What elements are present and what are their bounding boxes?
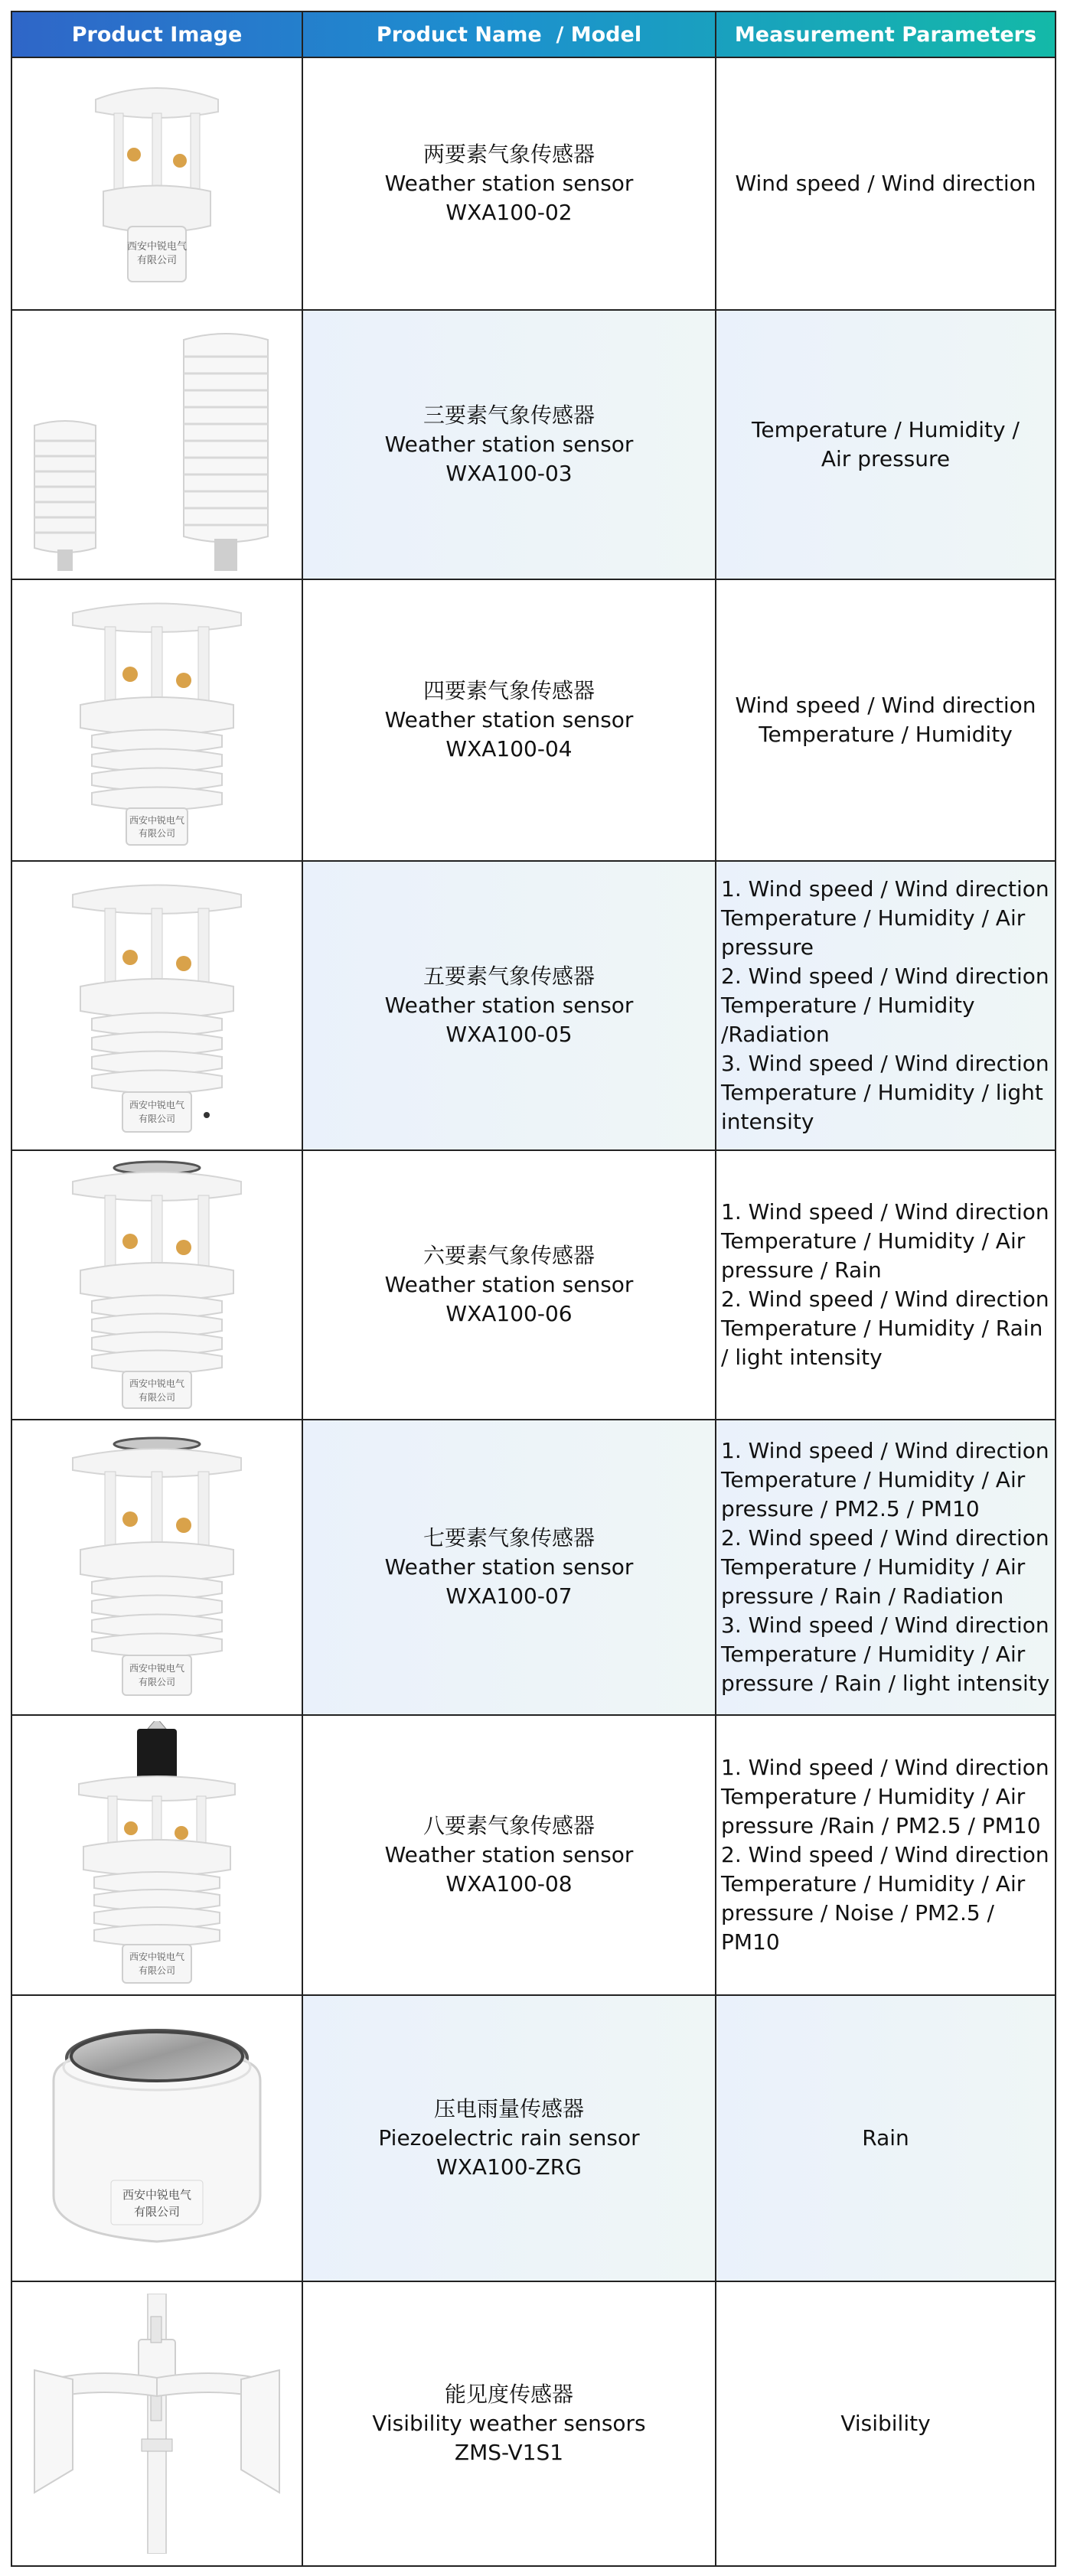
device-label-line2: 有限公司: [136, 255, 178, 266]
measurement-params-text: Wind speed / Wind direction: [735, 171, 1036, 196]
measurement-params-cell: [716, 2282, 1055, 2565]
product-name-en: Weather station sensor: [384, 432, 634, 457]
measurement-params-text: Visibility: [840, 2411, 931, 2436]
device-label-line2: 有限公司: [138, 1677, 176, 1687]
product-model: ZMS-V1S1: [454, 2440, 564, 2465]
visibility-sensor-image: [12, 2282, 303, 2565]
measurement-params-cell: [716, 311, 1055, 579]
header-product-name-model: Product Name / Model: [303, 12, 716, 57]
table-row: [12, 1716, 1055, 1996]
measurement-params-cell: [716, 580, 1055, 860]
product-name-en: Weather station sensor: [384, 707, 634, 732]
product-name-cell: [303, 311, 716, 579]
measurement-params-cell: [716, 1151, 1055, 1419]
product-name-en: Weather station sensor: [384, 1272, 634, 1297]
product-name-zh: 三要素气象传感器: [423, 403, 595, 428]
table-row: [12, 862, 1055, 1151]
product-name-zh: 七要素气象传感器: [423, 1525, 595, 1550]
product-name-zh: 五要素气象传感器: [423, 964, 595, 989]
eight-element-sensor-image: [12, 1716, 303, 1994]
product-name-cell: [303, 1420, 716, 1714]
product-name-zh: 能见度传感器: [444, 2382, 573, 2407]
table-row: [12, 1996, 1055, 2282]
two-element-sensor-image: [12, 58, 303, 309]
four-element-sensor-image: [12, 580, 303, 860]
product-name-en: Weather station sensor: [384, 1554, 634, 1580]
measurement-params-cell: [716, 1716, 1055, 1994]
three-element-sensor-image: [12, 311, 303, 579]
measurement-params-text: 1. Wind speed / Wind direction Temperature / Humidity / Air pressure / PM2.5 / PM10 2. Wind speed / Wind direction Temperature / Humidity / Air pressure / Rain / Radiation 3. Wind speed / Wind direction Temperature / Humidity / Air pressure / Rain / light intensity: [721, 1438, 1050, 1696]
device-label-line2: 有限公司: [138, 1114, 176, 1124]
measurement-params-text: Wind speed / Wind direction Temperature / Humidity: [735, 693, 1036, 747]
measurement-params-text: Rain: [862, 2125, 909, 2150]
product-model: WXA100-03: [445, 461, 573, 486]
product-name-en: Weather station sensor: [384, 1842, 634, 1867]
table-row: [12, 1151, 1055, 1420]
five-element-sensor-image: [12, 862, 303, 1149]
measurement-params-text: 1. Wind speed / Wind direction Temperature / Humidity / Air pressure / Rain 2. Wind speed / Wind direction Temperature / Humidity / Rain / light intensity: [721, 1199, 1049, 1370]
device-label-line1: 西安中锐电气: [129, 815, 185, 826]
product-name-zh: 六要素气象传感器: [423, 1243, 595, 1268]
six-element-sensor-image: [12, 1151, 303, 1419]
device-label-line1: 西安中锐电气: [129, 1100, 185, 1110]
product-model: WXA100-ZRG: [436, 2154, 582, 2180]
device-label-line1: 西安中锐电气: [129, 1952, 185, 1962]
product-model: WXA100-05: [445, 1022, 573, 1047]
measurement-params-cell: [716, 58, 1055, 309]
product-model: WXA100-07: [445, 1583, 573, 1609]
device-label-line2: 有限公司: [138, 1965, 176, 1976]
header-measurement-parameters: Measurement Parameters: [734, 22, 1037, 47]
product-name-en: Piezoelectric rain sensor: [378, 2125, 640, 2150]
device-label-line2: 有限公司: [138, 828, 176, 839]
header-product-image: Product Image: [12, 12, 303, 57]
device-label-line2: 有限公司: [138, 1392, 176, 1403]
product-name-cell: [303, 58, 716, 309]
device-label-line2: 有限公司: [133, 2205, 181, 2219]
piezoelectric-rain-sensor-image: [12, 1996, 303, 2281]
product-name-en: Weather station sensor: [384, 171, 634, 196]
measurement-params-cell: [716, 1996, 1055, 2281]
product-name-cell: [303, 862, 716, 1149]
table-row: [12, 58, 1055, 311]
product-name-zh: 两要素气象传感器: [423, 142, 595, 167]
product-model: WXA100-08: [445, 1871, 573, 1896]
table-row: [12, 580, 1055, 862]
measurement-params-cell: [716, 862, 1055, 1149]
product-table: [11, 11, 1056, 2567]
product-model: WXA100-02: [445, 200, 573, 225]
product-model: WXA100-06: [445, 1301, 573, 1326]
product-name-en: Visibility weather sensors: [372, 2411, 646, 2436]
measurement-params-cell: [716, 1420, 1055, 1714]
product-model: WXA100-04: [445, 736, 573, 761]
table-row: [12, 311, 1055, 580]
product-name-cell: [303, 1996, 716, 2281]
seven-element-sensor-image: [12, 1420, 303, 1714]
device-label-line1: 西安中锐电气: [126, 241, 188, 253]
product-name-cell: [303, 2282, 716, 2565]
product-name-zh: 压电雨量传感器: [433, 2096, 584, 2121]
table-row: [12, 2282, 1055, 2565]
measurement-params-text: 1. Wind speed / Wind direction Temperature / Humidity / Air pressure 2. Wind speed / Wind direction Temperature / Humidity /Radiation 3. Wind speed / Wind direction Temperature / Humidity / light intensity: [721, 876, 1049, 1134]
device-label-line1: 西安中锐电气: [122, 2188, 192, 2202]
table-row: [12, 1420, 1055, 1716]
product-name-en: Weather station sensor: [384, 993, 634, 1018]
measurement-params-text: Temperature / Humidity / Air pressure: [752, 417, 1020, 471]
product-name-zh: 四要素气象传感器: [423, 678, 595, 703]
product-name-cell: [303, 580, 716, 860]
product-name-cell: [303, 1716, 716, 1994]
device-label-line1: 西安中锐电气: [129, 1378, 185, 1389]
measurement-params-text: 1. Wind speed / Wind direction Temperature / Humidity / Air pressure /Rain / PM2.5 / PM10 2. Wind speed / Wind direction Temperature / Humidity / Air pressure / Noise / PM2.5 / PM10: [721, 1755, 1049, 1955]
product-name-zh: 八要素气象传感器: [423, 1813, 595, 1838]
device-label-line1: 西安中锐电气: [129, 1663, 185, 1674]
table-header: [12, 12, 1055, 58]
product-name-cell: [303, 1151, 716, 1419]
